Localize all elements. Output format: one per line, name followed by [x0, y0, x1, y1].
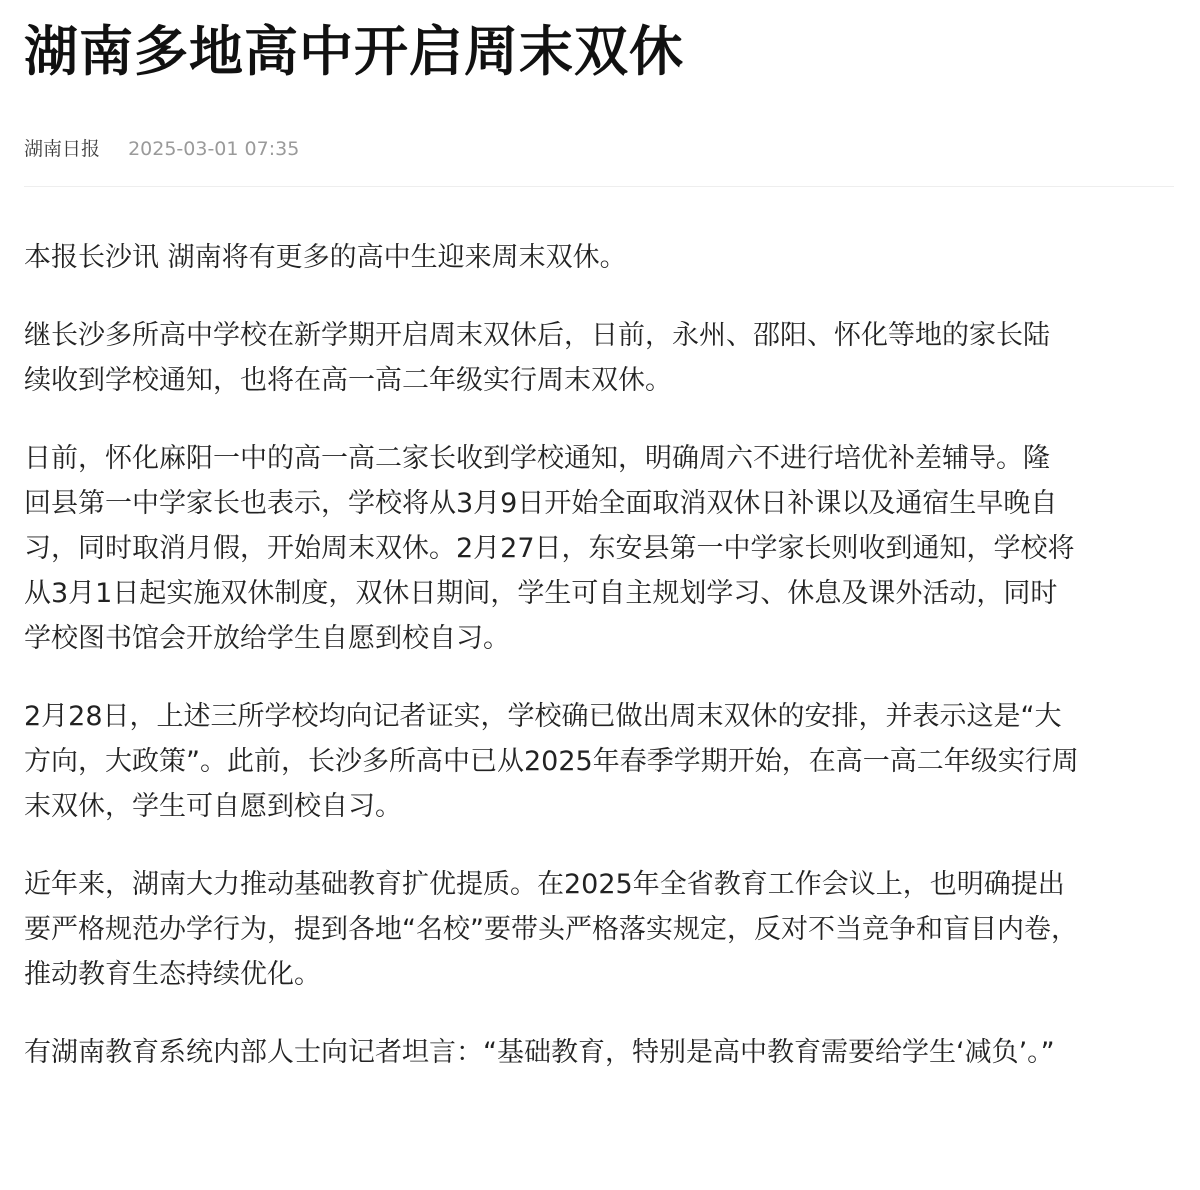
meta-divider: [24, 186, 1174, 187]
paragraph-4: [24, 694, 1174, 829]
paragraph-line: 本报长沙讯 湖南将有更多的高中生迎来周末双休。: [24, 242, 627, 273]
article-source[interactable]: 湖南日报: [24, 138, 101, 160]
article-body: [24, 235, 1174, 1075]
paragraph-line: 从3月1日起实施双休制度，双休日期间，学生可自主规划学习、休息及课外活动，同时: [24, 578, 1058, 609]
paragraph-line: 继长沙多所高中学校在新学期开启周末双休后，日前，永州、邵阳、怀化等地的家长陆: [24, 320, 1050, 351]
article-meta: [24, 134, 1174, 164]
paragraph-line: 近年来，湖南大力推动基础教育扩优提质。在2025年全省教育工作会议上，也明确提出: [24, 869, 1065, 900]
paragraph-line: 学校图书馆会开放给学生自愿到校自习。: [24, 623, 510, 654]
paragraph-6: [24, 1030, 1174, 1075]
paragraph-line: 回县第一中学家长也表示，学校将从3月9日开始全面取消双休日补课以及通宿生早晚自: [24, 488, 1058, 519]
paragraph-line: 方向，大政策”。此前，长沙多所高中已从2025年春季学期开始，在高一高二年级实行周: [24, 746, 1079, 777]
paragraph-3: [24, 436, 1174, 661]
paragraph-2: [24, 313, 1174, 403]
paragraph-line: 推动教育生态持续优化。: [24, 959, 321, 990]
paragraph-line: 习，同时取消月假，开始周末双休。2月27日，东安县第一中学家长则收到通知，学校将: [24, 533, 1075, 564]
paragraph-line: 日前，怀化麻阳一中的高一高二家长收到学校通知，明确周六不进行培优补差辅导。隆: [24, 443, 1050, 474]
paragraph-line: 要严格规范办学行为，提到各地“名校”要带头严格落实规定，反对不当竞争和盲目内卷，: [24, 914, 1078, 945]
publish-time: 2025-03-01 07:35: [128, 138, 300, 160]
paragraph-line: 2月28日，上述三所学校均向记者证实，学校确已做出周末双休的安排，并表示这是“大: [24, 701, 1062, 732]
paragraph-line: 末双休，学生可自愿到校自习。: [24, 791, 402, 822]
paragraph-1: [24, 235, 1174, 280]
paragraph-line: 续收到学校通知，也将在高一高二年级实行周末双休。: [24, 365, 672, 396]
article-title: 湖南多地高中开启周末双休: [24, 20, 684, 83]
paragraph-line: 有湖南教育系统内部人士向记者坦言：“基础教育，特别是高中教育需要给学生‘减负’。”: [24, 1037, 1055, 1068]
paragraph-5: [24, 862, 1174, 997]
